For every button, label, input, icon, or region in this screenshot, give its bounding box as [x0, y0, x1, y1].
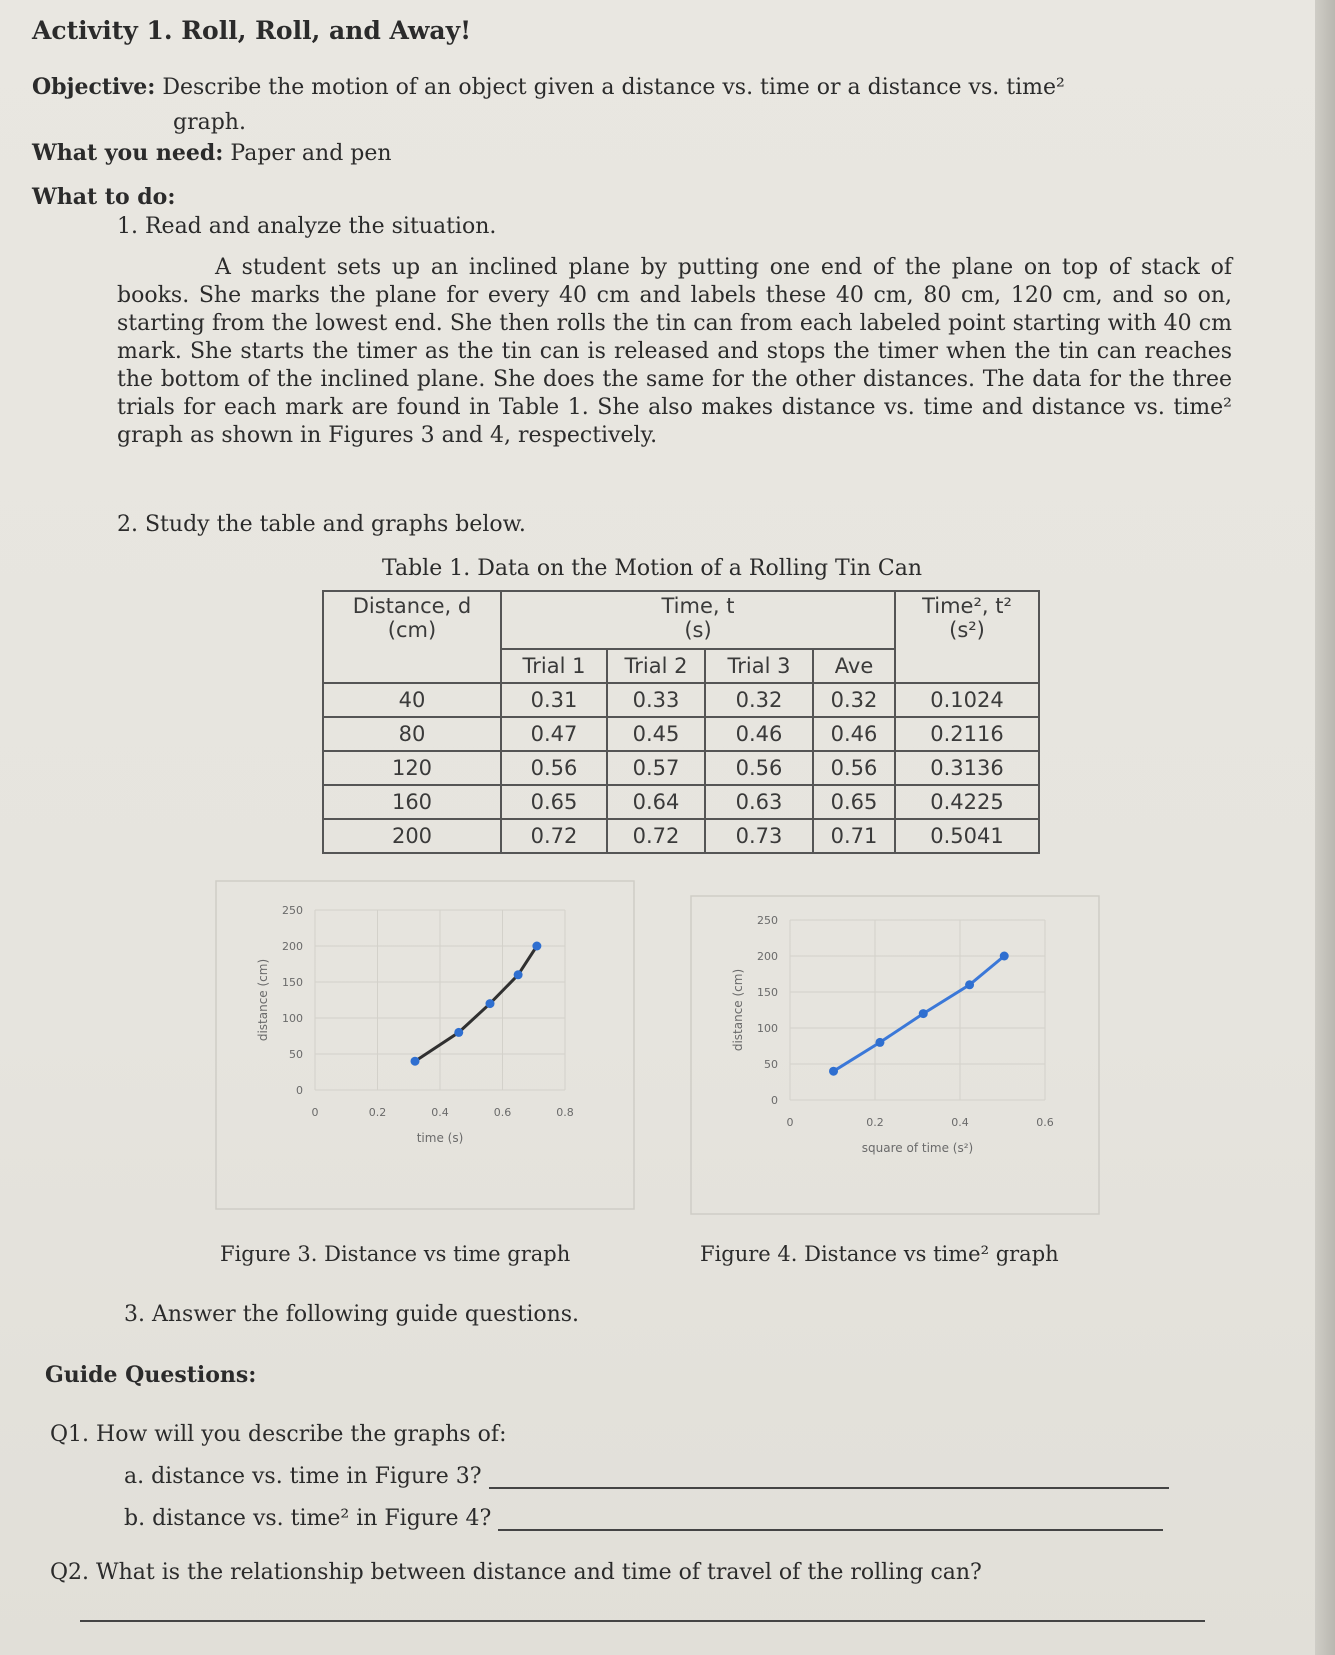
x-tick-label: 0.2 [368, 1106, 387, 1119]
data-point [454, 1028, 463, 1037]
table-row [323, 785, 1039, 819]
header-time-squared-unit: (s²) [949, 618, 985, 642]
y-tick-label: 100 [282, 1012, 303, 1025]
data-point [514, 970, 523, 979]
what-you-need-label: What you need: [32, 140, 224, 166]
answer-blank-q2[interactable] [80, 1620, 1205, 1622]
table-cell: 0.46 [813, 717, 895, 751]
step-2: 2. Study the table and graphs below. [117, 512, 526, 537]
table-cell: 0.45 [607, 717, 705, 751]
x-tick-label: 0.6 [493, 1106, 512, 1119]
situation-paragraph: A student sets up an inclined plane by putting one end of the plane on top of stack of books. She marks the plane for every 40 cm and labels these 40 cm, 80 cm, 120 cm, and so on, starting from the lowest end. She then rolls the tin can from each labeled point starting with 40 cm mark. She starts the timer as the tin can is released and stops the timer when the tin can reaches the bottom of the inclined plane. She does the same for the other distances. The data for the three trials for each mark are found in Table 1. She also makes distance vs. time and distance vs. time² graph as shown in Figures 3 and 4, respectively. [117, 255, 1232, 448]
table-cell: 0.33 [607, 683, 705, 717]
table-cell: 0.72 [607, 819, 705, 853]
table-cell: 0.5041 [895, 819, 1039, 853]
table-cell: 0.32 [705, 683, 813, 717]
table-row [323, 751, 1039, 785]
question-1b-line [124, 1506, 1163, 1531]
y-axis-title: distance (cm) [256, 958, 270, 1042]
header-time-squared [895, 591, 1039, 683]
x-tick-label: 0.2 [866, 1116, 884, 1129]
step-1: 1. Read and analyze the situation. [117, 214, 497, 239]
subheader-average: Ave [813, 649, 895, 683]
y-tick-label: 250 [757, 914, 778, 927]
data-point [829, 1067, 838, 1076]
x-axis-title: time (s) [416, 1131, 464, 1145]
what-you-need-line [32, 140, 392, 166]
table-header-row [323, 591, 1039, 649]
table-cell: 0.46 [705, 717, 813, 751]
table-cell: 200 [323, 819, 501, 853]
y-axis-title: distance (cm) [731, 968, 745, 1052]
table-cell: 0.65 [501, 785, 607, 819]
activity-title: Activity 1. Roll, Roll, and Away! [32, 16, 472, 45]
series-line [415, 946, 537, 1061]
data-point [965, 980, 974, 989]
header-time [501, 591, 895, 649]
chart-frame [216, 881, 634, 1209]
objective-line [32, 74, 1065, 100]
table-cell: 0.64 [607, 785, 705, 819]
y-tick-label: 250 [282, 904, 303, 917]
table-cell: 0.65 [813, 785, 895, 819]
table-row [323, 717, 1039, 751]
subheader-trial-1: Trial 1 [501, 649, 607, 683]
question-1a: a. distance vs. time in Figure 3? [124, 1464, 482, 1489]
x-tick-label: 0.4 [431, 1106, 449, 1119]
subheader-trial-2: Trial 2 [607, 649, 705, 683]
x-tick-label: 0.8 [556, 1106, 574, 1119]
y-tick-label: 200 [282, 940, 303, 953]
y-tick-label: 200 [757, 950, 778, 963]
y-tick-label: 0 [771, 1094, 778, 1107]
guide-questions-label: Guide Questions: [45, 1362, 257, 1388]
page-edge [1315, 0, 1335, 1655]
table-cell: 0.3136 [895, 751, 1039, 785]
table-cell: 0.1024 [895, 683, 1039, 717]
question-1a-line [124, 1464, 1169, 1489]
table-cell: 0.71 [813, 819, 895, 853]
table-cell: 0.4225 [895, 785, 1039, 819]
y-tick-label: 0 [296, 1084, 303, 1097]
table-cell: 0.73 [705, 819, 813, 853]
data-point [919, 1009, 928, 1018]
table-cell: 160 [323, 785, 501, 819]
table-caption: Table 1. Data on the Motion of a Rolling Tin Can [382, 556, 923, 581]
header-time-unit: (s) [684, 618, 712, 642]
data-point [411, 1057, 420, 1066]
figure-4-caption: Figure 4. Distance vs time² graph [700, 1242, 1059, 1266]
x-axis-title: square of time (s²) [861, 1141, 974, 1155]
question-1: Q1. How will you describe the graphs of: [50, 1422, 507, 1447]
table-cell: 0.56 [501, 751, 607, 785]
y-tick-label: 50 [289, 1048, 303, 1061]
data-point [875, 1038, 884, 1047]
objective-label: Objective: [32, 74, 156, 100]
table-cell: 0.32 [813, 683, 895, 717]
table-cell: 0.63 [705, 785, 813, 819]
objective-text-cont: graph. [173, 110, 246, 135]
y-tick-label: 150 [282, 976, 303, 989]
question-1b: b. distance vs. time² in Figure 4? [124, 1506, 492, 1531]
step-3: 3. Answer the following guide questions. [124, 1302, 580, 1327]
x-tick-label: 0.4 [951, 1116, 969, 1129]
what-you-need-text: Paper and pen [230, 141, 392, 166]
distance-time-squared-chart [690, 895, 1100, 1215]
y-tick-label: 100 [757, 1022, 778, 1035]
data-point [532, 942, 541, 951]
table-cell: 0.56 [705, 751, 813, 785]
table-cell: 0.57 [607, 751, 705, 785]
header-distance-unit: (cm) [387, 618, 437, 642]
table-cell: 0.56 [813, 751, 895, 785]
chart-frame [691, 896, 1099, 1214]
table-cell: 0.2116 [895, 717, 1039, 751]
x-tick-label: 0 [786, 1116, 794, 1129]
header-distance [323, 591, 501, 683]
answer-blank-1a[interactable] [489, 1465, 1169, 1489]
table-row [323, 819, 1039, 853]
table-cell: 0.47 [501, 717, 607, 751]
table-cell: 0.72 [501, 819, 607, 853]
data-point [486, 999, 495, 1008]
header-distance-label: Distance, d [352, 594, 472, 618]
x-tick-label: 0 [311, 1106, 319, 1119]
what-to-do-label: What to do: [32, 184, 176, 210]
header-time-label: Time, t [661, 594, 735, 618]
y-tick-label: 50 [764, 1058, 778, 1071]
distance-time-chart [215, 880, 635, 1210]
data-point [1000, 952, 1009, 961]
table-cell: 40 [323, 683, 501, 717]
x-tick-label: 0.6 [1036, 1116, 1054, 1129]
header-time-squared-label: Time², t² [922, 594, 1012, 618]
figure-3-caption: Figure 3. Distance vs time graph [220, 1242, 571, 1266]
objective-text: Describe the motion of an object given a distance vs. time or a distance vs. time² [162, 75, 1065, 100]
table-cell: 80 [323, 717, 501, 751]
subheader-trial-3: Trial 3 [705, 649, 813, 683]
motion-data-table [322, 590, 1040, 854]
question-2: Q2. What is the relationship between distance and time of travel of the rolling can? [50, 1560, 982, 1585]
y-tick-label: 150 [757, 986, 778, 999]
table-cell: 120 [323, 751, 501, 785]
answer-blank-1b[interactable] [498, 1507, 1163, 1531]
table-cell: 0.31 [501, 683, 607, 717]
table-row [323, 683, 1039, 717]
